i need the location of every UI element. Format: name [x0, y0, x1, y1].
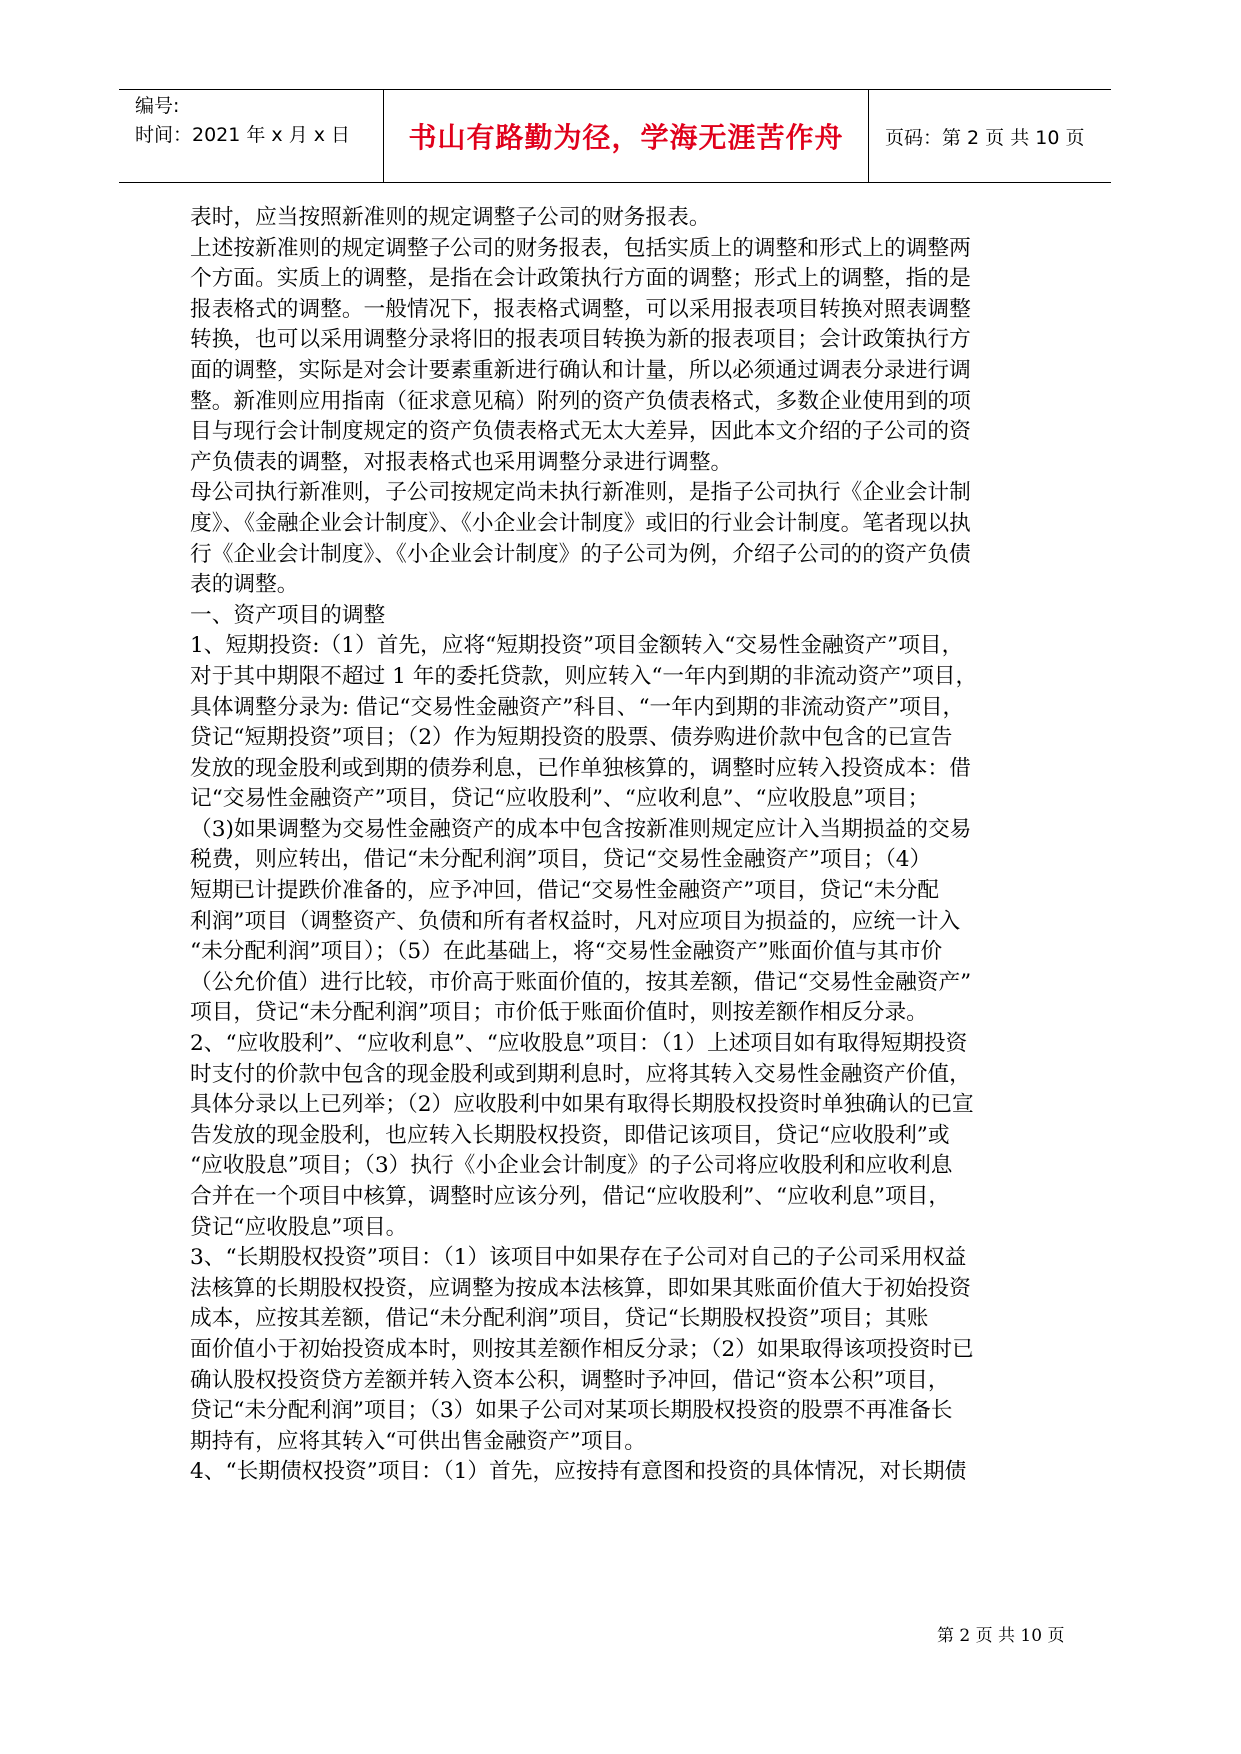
body-text — [190, 203, 1110, 1488]
text-line: 面价值小于初始投资成本时，则按其差额作相反分录；（2）如果取得该项投资时已 — [190, 1336, 974, 1362]
text-line: 时支付的价款中包含的现金股利或到期利息时，应将其转入交易性金融资产价值， — [190, 1061, 971, 1087]
text-line: 具体分录以上已列举；（2）应收股利中如果有取得长期股权投资时单独确认的已宣 — [190, 1092, 974, 1118]
text-line: 面的调整，实际是对会计要素重新进行确认和计量，所以必须通过调表分录进行调 — [190, 357, 971, 383]
text-line: 目与现行会计制度规定的资产负债表格式无太大差异，因此本文介绍的子公司的资 — [190, 419, 971, 445]
text-line: 转换，也可以采用调整分录将旧的报表项目转换为新的报表项目；会计政策执行方 — [190, 327, 971, 353]
motto-text: 书山有路勤为径，学海无涯苦作舟 — [408, 121, 844, 154]
text-line: 表的调整。 — [190, 572, 299, 598]
text-line: 整。新准则应用指南（征求意见稿）附列的资产负债表格式，多数企业使用到的项 — [190, 388, 971, 414]
text-line: 行《企业会计制度》、《小企业会计制度》的子公司为例，介绍子公司的的资产负债 — [190, 541, 971, 567]
text-line: 合并在一个项目中核算，调整时应该分列，借记“应收股利”、“应收利息”项目， — [190, 1184, 951, 1209]
text-line: 具体调整分录为: 借记“交易性金融资产”科目、“一年内到期的非流动资产”项目， — [190, 694, 965, 720]
text-line: 1、短期投资:（1）首先，应将“短期投资”项目金额转入“交易性金融资产”项目， — [190, 633, 964, 659]
text-line: 税费，则应转出，借记“未分配利润”项目，贷记“交易性金融资产”项目；（4） — [190, 847, 932, 873]
text-line: 贷记“未分配利润”项目；（3）如果子公司对某项长期股权投资的股票不再准备长 — [190, 1398, 953, 1424]
text-line: 项目，贷记“未分配利润”项目；市价低于账面价值时，则按差额作相反分录。 — [190, 1000, 928, 1026]
page-header — [119, 89, 1111, 183]
text-line: （3)如果调整为交易性金融资产的成本中包含按新准则规定应计入当期损益的交易 — [190, 816, 972, 842]
text-line: 期持有，应将其转入“可供出售金融资产”项目。 — [190, 1428, 646, 1454]
text-line: “应收股息”项目；（3）执行《小企业会计制度》的子公司将应收股利和应收利息 — [190, 1153, 953, 1179]
header-page-number: 页码：第 2 页 共 10 页 — [885, 126, 1085, 149]
text-line: 贷记“短期投资”项目；（2）作为短期投资的股票、债券购进价款中包含的已宣告 — [190, 725, 953, 751]
text-line: 上述按新准则的规定调整子公司的财务报表，包括实质上的调整和形式上的调整两 — [190, 235, 971, 261]
text-line: 表时，应当按照新准则的规定调整子公司的财务报表。 — [190, 205, 711, 230]
page-footer: 第 2 页 共 10 页 — [937, 1626, 1065, 1646]
header-motto-cell — [383, 90, 869, 182]
text-line: 短期已计提跌价准备的，应予冲回，借记“交易性金融资产”项目，贷记“未分配 — [190, 878, 939, 904]
header-left-cell — [119, 90, 383, 182]
time-text: 时间：2021 年 x 月 x 日 — [135, 124, 351, 146]
text-line: 报表格式的调整。一般情况下，报表格式调整，可以采用报表项目转换对照表调整 — [190, 296, 971, 322]
text-line: 利润”项目（调整资产、负债和所有者权益时，凡对应项目为损益的，应统一计入 — [190, 908, 961, 934]
text-line: 产负债表的调整，对报表格式也采用调整分录进行调整。 — [190, 449, 733, 475]
text-line: 贷记“应收股息”项目。 — [190, 1214, 408, 1240]
text-line: 4、“长期债权投资”项目：（1）首先，应按持有意图和投资的具体情况，对长期债 — [190, 1459, 967, 1485]
text-line: 确认股权投资贷方差额并转入资本公积，调整时予冲回，借记“资本公积”项目， — [190, 1367, 950, 1393]
text-line: 成本，应按其差额，借记“未分配利润”项目，贷记“长期股权投资”项目；其账 — [190, 1306, 929, 1332]
text-line: 告发放的现金股利，也应转入长期股权投资，即借记该项目，贷记“应收股利”或 — [190, 1122, 950, 1148]
text-line: 度》、《金融企业会计制度》、《小企业会计制度》或旧的行业会计制度。笔者现以执 — [190, 510, 971, 536]
text-line: 3、“长期股权投资”项目：（1）该项目中如果存在子公司对自己的子公司采用权益 — [190, 1245, 967, 1271]
text-line: 记“交易性金融资产”项目，贷记“应收股利”、“应收利息”、“应收股息”项目； — [190, 786, 930, 812]
header-page-cell — [869, 90, 1111, 182]
text-line: （公允价值）进行比较，市价高于账面价值的，按其差额，借记“交易性金融资产” — [190, 969, 972, 995]
text-line: “未分配利润”项目）；（5）在此基础上，将“交易性金融资产”账面价值与其市价 — [190, 939, 943, 965]
text-line: 2、“应收股利”、“应收利息”、“应收股息”项目：（1）上述项目如有取得短期投资 — [190, 1031, 968, 1057]
text-line: 一、资产项目的调整 — [190, 602, 386, 628]
text-line: 法核算的长期股权投资，应调整为按成本法核算，即如果其账面价值大于初始投资 — [190, 1275, 971, 1301]
text-line: 对于其中期限不超过 1 年的委托贷款，则应转入“一年内到期的非流动资产”项目， — [190, 663, 978, 689]
text-line: 个方面。实质上的调整，是指在会计政策执行方面的调整；形式上的调整，指的是 — [190, 266, 971, 292]
text-line: 发放的现金股利或到期的债券利息，已作单独核算的，调整时应转入投资成本：借 — [190, 755, 971, 781]
text-line: 母公司执行新准则，子公司按规定尚未执行新准则，是指子公司执行《企业会计制 — [190, 480, 971, 506]
serial-label: 编号: — [135, 95, 180, 117]
